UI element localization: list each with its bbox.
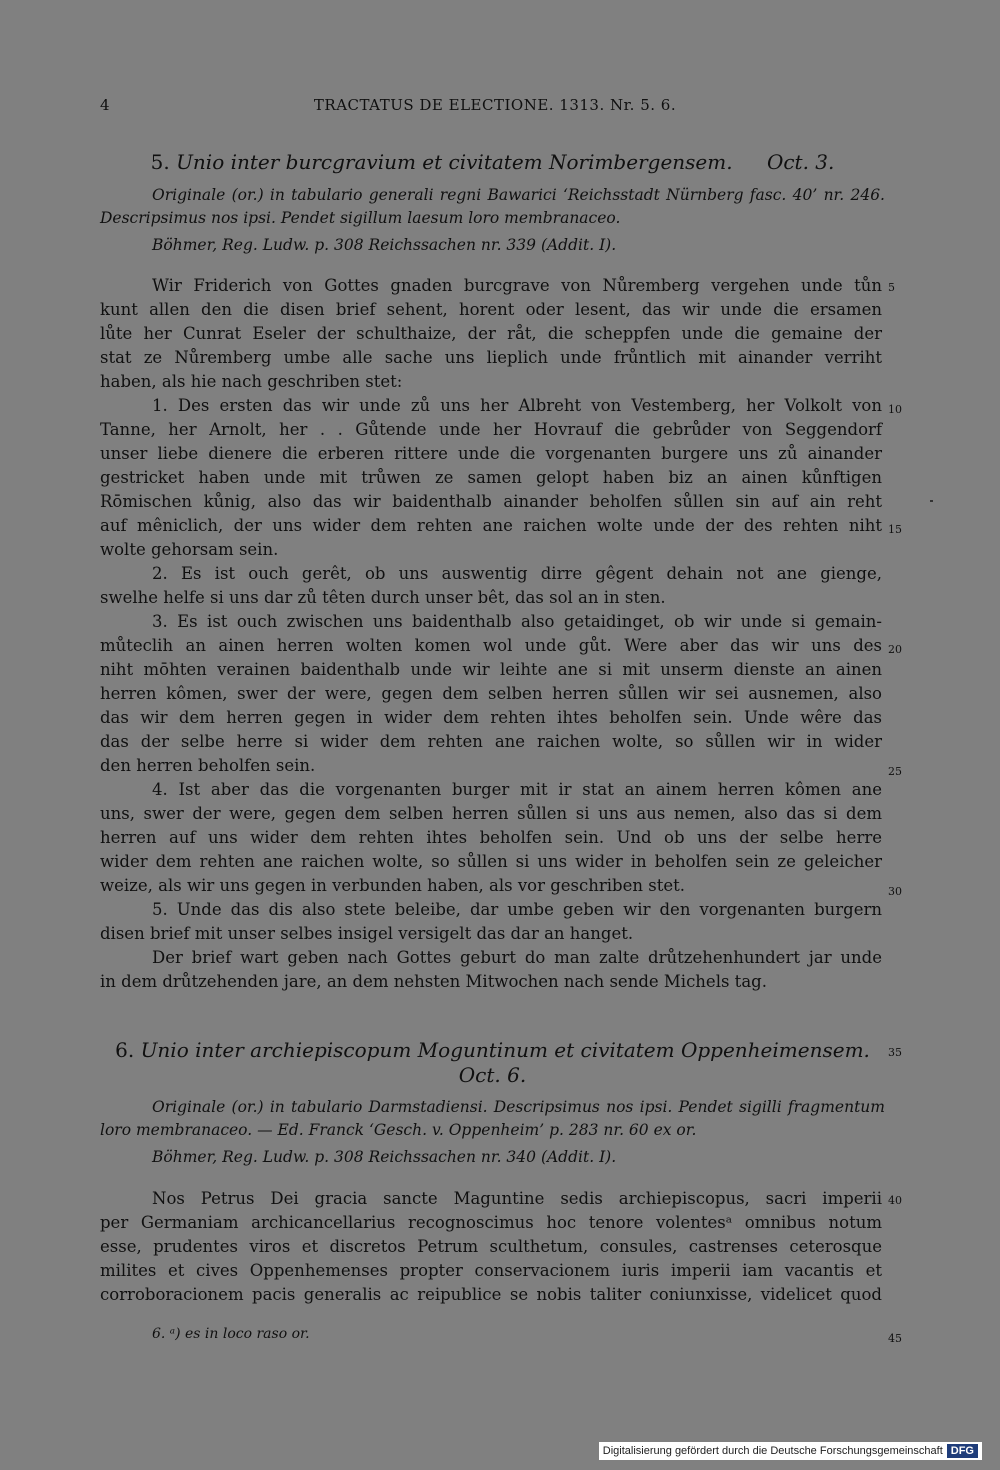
line-number-35: 35 xyxy=(888,1046,902,1059)
doc6-body xyxy=(100,1187,882,1307)
text-line: gestricket haben unde mit trůwen ze samen gelopt haben biz an ainen kůnftigen xyxy=(100,468,882,487)
text-line: unser liebe dienere die erberen rittere unde die vorgenanten burgere uns zů ainander xyxy=(100,444,882,463)
text-line: 5. Unde das dis also stete beleibe, dar umbe geben wir den vorgenanten burgern xyxy=(152,900,882,919)
doc6-number: 6. xyxy=(115,1038,135,1062)
text-line: Der brief wart geben nach Gottes geburt do man zalte drůtzehenhundert jar unde xyxy=(152,948,882,967)
doc6-regest-text: Böhmer, Reg. Ludw. p. 308 Reichssachen nr. 340 (Addit. I). xyxy=(152,1148,617,1166)
line-number-15: 15 xyxy=(888,523,902,536)
text-line: 2. Es ist ouch gerêt, ob uns auswentig dirre gêgent dehain not ane gienge, xyxy=(152,564,882,583)
text-line: herren auf uns wider dem rehten ihtes beholfen sein. Und ob uns der selbe herre xyxy=(100,828,882,847)
text-line: Tanne, her Arnolt, her . . Gůtende unde her Hovrauf die gebrůder von Seggendorf xyxy=(100,420,882,439)
text-line: niht mōhten verainen baidenthalb unde wir leihte ane si mit unserm dienste an ainen xyxy=(100,660,882,679)
text-line: haben, als hie nach geschriben stet: xyxy=(100,372,403,391)
doc5-source-line1: Originale (or.) in tabulario generali regni Bawarici ‘Reichsstadt Nürnberg fasc. 40’ xyxy=(152,186,818,204)
line-number-10: 10 xyxy=(888,403,902,416)
text-line: Wir Friderich von Gottes gnaden burcgrave von Nůremberg vergehen unde tůn xyxy=(152,276,882,295)
doc6-title-text: Unio inter archiepiscopum Moguntinum et civitatem Oppenheimensem. xyxy=(140,1038,870,1062)
text-line: uns, swer der were, gegen dem selben herren sůllen si uns aus nemen, also das si dem xyxy=(100,804,882,823)
text-line: disen brief mit unser selbes insigel versigelt das dar an hanget. xyxy=(100,924,634,943)
doc6-source-line1: Originale (or.) in tabulario Darmstadiensi. Descripsimus nos ipsi. Pendet sigilli xyxy=(152,1098,782,1116)
doc5-regest-text: Böhmer, Reg. Ludw. p. 308 Reichssachen nr. 339 (Addit. I). xyxy=(152,236,617,254)
text-line: den herren beholfen sein. xyxy=(100,756,316,775)
text-line: swelhe helfe si uns dar zů têten durch unser bêt, das sol an in sten. xyxy=(100,588,666,607)
text-line: esse, prudentes viros et discretos Petrum sculthetum, consules, castrenses ceterosque xyxy=(100,1237,882,1256)
page-header xyxy=(100,96,890,118)
dfg-logo: DFG xyxy=(947,1444,978,1458)
line-number-25: 25 xyxy=(888,765,902,778)
doc5-date: Oct. 3. xyxy=(766,150,835,174)
page-number: 4 xyxy=(100,96,111,114)
scan-speck xyxy=(930,500,933,502)
text-line: milites et cives Oppenhemenses propter conservacionem iuris imperii iam vacantis et xyxy=(100,1261,882,1280)
text-line: Rōmischen kůnig, also das wir baidenthalb ainander beholfen sůllen sin auf ain reht xyxy=(100,492,882,511)
doc5-source-line2: nr. 246. Descripsimus nos ipsi. Pendet sigillum laesum loro membranaceo. xyxy=(100,186,885,227)
text-line: stat ze Nůremberg umbe alle sache uns lieplich unde frůntlich mit ainander verriht xyxy=(100,348,882,367)
text-line: 4. Ist aber das die vorgenanten burger mit ir stat an ainem herren kômen ane xyxy=(152,780,882,799)
text-line: per Germaniam archicancellarius recognoscimus hoc tenore volentesᵃ omnibus notum xyxy=(100,1213,882,1232)
doc6-source-line2: fragmentum loro membranaceo. — Ed. Franck ‘Gesch. v. Oppenheim’ p. 283 nr. 60 ex or. xyxy=(100,1098,885,1139)
text-line: das der selbe herre si wider dem rehten ane raichen wolte, so sůllen wir in wider xyxy=(100,732,882,751)
line-number-30: 30 xyxy=(888,885,902,898)
text-line: Nos Petrus Dei gracia sancte Maguntine sedis archiepiscopus, sacri imperii xyxy=(152,1189,882,1208)
dfg-credit-text: Digitalisierung gefördert durch die Deutsche Forschungsgemeinschaft xyxy=(602,1445,943,1457)
doc5-body xyxy=(100,274,882,994)
doc5-regest xyxy=(100,234,885,257)
text-line: 1. Des ersten das wir unde zů uns her Albreht von Vestemberg, her Volkolt von xyxy=(152,396,882,415)
text-line: weize, als wir uns gegen in verbunden haben, als vor geschriben stet. xyxy=(100,876,685,895)
doc5-title-text: Unio inter burcgravium et civitatem Norimbergensem. xyxy=(176,150,733,174)
line-number-45: 45 xyxy=(888,1332,902,1345)
text-line: in dem drůtzehenden jare, an dem nehsten Mitwochen nach sende Michels tag. xyxy=(100,972,767,991)
doc5-number: 5. xyxy=(150,150,170,174)
text-line: 3. Es ist ouch zwischen uns baidenthalb also getaidinget, ob wir unde si gemain- xyxy=(152,612,882,631)
text-line: das wir dem herren gegen in wider dem rehten ihtes beholfen sein. Unde wêre das xyxy=(100,708,882,727)
text-line: kunt allen den die disen brief sehent, horent oder lesent, das wir unde die ersamen xyxy=(100,300,882,319)
doc6-source xyxy=(100,1096,885,1142)
text-line: lůte her Cunrat Eseler der schulthaize, der råt, die scheppfen unde die gemaine der xyxy=(100,324,882,343)
text-line: herren kômen, swer der were, gegen dem selben herren sůllen wir sei ausnemen, also xyxy=(100,684,882,703)
text-line: wider dem rehten ane raichen wolte, so sůllen si uns wider in beholfen sein ze geleicher xyxy=(100,852,882,871)
text-line: můteclih an ainen herren wolten komen wol unde gůt. Were aber das wir uns des xyxy=(100,636,882,655)
text-line: auf mêniclich, der uns wider dem rehten ane raichen wolte unde der des rehten niht xyxy=(100,516,882,535)
doc6-title xyxy=(100,1038,885,1088)
dfg-credit xyxy=(599,1442,982,1460)
text-line: wolte gehorsam sein. xyxy=(100,540,279,559)
doc6-date: Oct. 6. xyxy=(458,1063,527,1087)
doc5-title xyxy=(100,150,885,175)
text-line: corroboracionem pacis generalis ac reipublice se nobis taliter coniunxisse, videlicet quod xyxy=(100,1285,882,1304)
doc5-source xyxy=(100,184,885,230)
running-head: TRACTATUS DE ELECTIONE. 1313. Nr. 5. 6. xyxy=(313,96,677,114)
footnote: 6. ᵃ) es in loco raso or. xyxy=(152,1326,310,1342)
doc6-regest xyxy=(100,1146,885,1169)
line-number-5: 5 xyxy=(888,281,895,294)
line-number-40: 40 xyxy=(888,1194,902,1207)
line-number-20: 20 xyxy=(888,643,902,656)
